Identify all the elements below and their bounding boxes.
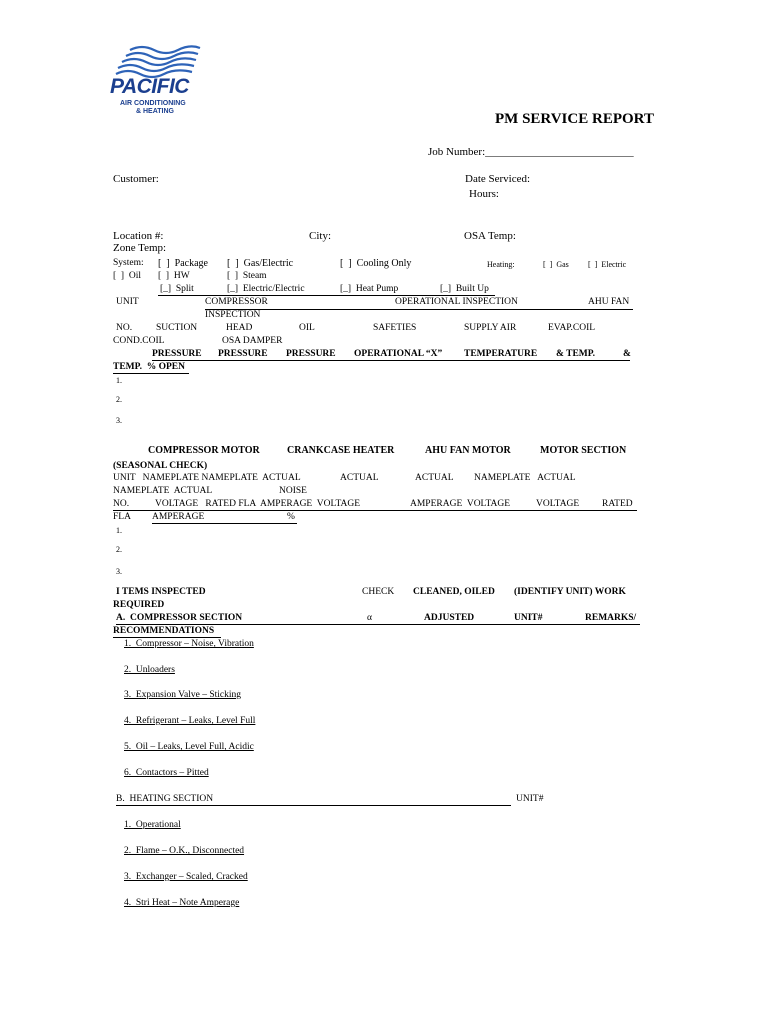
heating-gas-checkbox: [ ] Gas bbox=[543, 260, 569, 269]
op-inspection-header: INSPECTION bbox=[205, 310, 261, 320]
oil-checkbox: [ ] Oil bbox=[113, 271, 141, 281]
motor-line1b: ACTUAL bbox=[340, 473, 379, 483]
report-title: PM SERVICE REPORT bbox=[495, 111, 654, 127]
motor-section-header: MOTOR SECTION bbox=[540, 445, 627, 456]
osa-temp-label: OSA Temp: bbox=[464, 230, 516, 242]
op-head-header: HEAD bbox=[226, 323, 253, 333]
customer-label: Customer: bbox=[113, 173, 159, 185]
heating-label: Heating: bbox=[487, 260, 515, 269]
op-ampersand: & bbox=[623, 349, 631, 359]
heat-pump-checkbox: [_] Heat Pump bbox=[340, 284, 399, 294]
motor-line3-underline bbox=[113, 510, 637, 511]
gas-electric-checkbox: [ ] Gas/Electric bbox=[227, 258, 294, 269]
hours-label: Hours: bbox=[469, 188, 499, 200]
motor-row-1: 1. bbox=[116, 526, 122, 535]
system-underline bbox=[158, 295, 495, 296]
motor-line2a: NAMEPLATE ACTUAL bbox=[113, 486, 213, 496]
motor-line4c: % bbox=[287, 512, 295, 522]
check-header: CHECK bbox=[362, 587, 395, 597]
op-cond-coil-header: COND.COIL bbox=[113, 336, 165, 346]
built-up-checkbox: [_] Built Up bbox=[440, 284, 489, 294]
op-operational-x: OPERATIONAL “X” bbox=[354, 349, 443, 359]
motor-compressor-header: COMPRESSOR MOTOR bbox=[148, 445, 260, 456]
op-ahu-fan-header: AHU FAN bbox=[588, 297, 630, 307]
compressor-item-2: 2. Unloaders bbox=[124, 665, 175, 675]
op-unit-header: UNIT bbox=[116, 297, 139, 307]
compressor-item-3: 3. Expansion Valve – Sticking bbox=[124, 690, 241, 700]
motor-line3c: AMPERAGE VOLTAGE bbox=[410, 499, 511, 509]
system-label: System: bbox=[113, 258, 144, 268]
logo-tagline-2: & HEATING bbox=[136, 108, 174, 115]
required-header: REQUIRED bbox=[113, 600, 165, 610]
remarks-header: REMARKS/ bbox=[585, 613, 637, 623]
heating-item-1: 1. Operational bbox=[124, 820, 181, 830]
zone-temp-label: Zone Temp: bbox=[113, 242, 167, 254]
op-evap-coil-header: EVAP.COIL bbox=[548, 323, 596, 333]
motor-seasonal-check: (SEASONAL CHECK) bbox=[113, 461, 208, 471]
logo-tagline-1: AIR CONDITIONING bbox=[120, 100, 186, 107]
motor-line3b: VOLTAGE RATED FLA AMPERAGE VOLTAGE bbox=[155, 499, 361, 509]
motor-line3a: NO. bbox=[113, 499, 130, 509]
unit-no-b-header: UNIT# bbox=[516, 794, 544, 804]
logo-name: PACIFIC bbox=[110, 75, 189, 98]
check-alpha: α bbox=[367, 613, 372, 623]
adjusted-header: ADJUSTED bbox=[424, 613, 475, 623]
motor-ahu-fan-header: AHU FAN MOTOR bbox=[425, 445, 511, 456]
company-logo bbox=[108, 42, 203, 116]
motor-row-3: 3. bbox=[116, 567, 122, 576]
op-row-1: 1. bbox=[116, 376, 122, 385]
section-a-underline bbox=[116, 624, 640, 625]
compressor-item-1: 1. Compressor – Noise, Vibration bbox=[124, 639, 254, 649]
op-safeties-header: SAFETIES bbox=[373, 323, 417, 333]
op-temperature: TEMPERATURE bbox=[464, 349, 538, 359]
op-row-3: 3. bbox=[116, 416, 122, 425]
heating-electric-checkbox: [ ] Electric bbox=[588, 260, 627, 269]
motor-line1d: NAMEPLATE ACTUAL bbox=[474, 473, 576, 483]
heating-item-3: 3. Exchanger – Scaled, Cracked bbox=[124, 872, 248, 882]
op-oil-header: OIL bbox=[299, 323, 315, 333]
electric-electric-checkbox: [_] Electric/Electric bbox=[227, 284, 305, 294]
heating-item-2: 2. Flame – O.K., Disconnected bbox=[124, 846, 245, 856]
section-b-header: B. HEATING SECTION bbox=[116, 794, 214, 804]
op-pressure-1: PRESSURE bbox=[152, 349, 202, 359]
op-row-2: 2. bbox=[116, 395, 122, 404]
op-operational-inspection-header: OPERATIONAL INSPECTION bbox=[395, 297, 518, 307]
op-pressure-2: PRESSURE bbox=[218, 349, 268, 359]
op-header-underline bbox=[205, 309, 633, 310]
compressor-item-6: 6. Contactors – Pitted bbox=[124, 768, 209, 778]
op-suction-header: SUCTION bbox=[156, 323, 198, 333]
op-no-header: NO. bbox=[116, 323, 133, 333]
motor-line4-underline bbox=[152, 523, 297, 524]
package-checkbox: [ ] Package bbox=[158, 258, 208, 269]
cleaned-oiled-header: CLEANED, OILED bbox=[413, 587, 495, 597]
op-supply-air-header: SUPPLY AIR bbox=[464, 323, 517, 333]
heating-item-4: 4. Stri Heat – Note Amperage bbox=[124, 898, 240, 908]
date-serviced-label: Date Serviced: bbox=[465, 173, 531, 185]
motor-line1a: UNIT NAMEPLATE NAMEPLATE ACTUAL bbox=[113, 473, 301, 483]
cooling-only-checkbox: [ ] Cooling Only bbox=[340, 258, 412, 269]
unit-no-header: UNIT# bbox=[514, 613, 543, 623]
motor-line3d: VOLTAGE bbox=[536, 499, 580, 509]
city-label: City: bbox=[309, 230, 332, 242]
op-temp-open: TEMP. % OPEN bbox=[113, 362, 185, 372]
op-temp-open-underline bbox=[113, 373, 189, 374]
motor-line2b: NOISE bbox=[279, 486, 307, 496]
motor-line3e: RATED bbox=[602, 499, 633, 509]
location-label: Location #: bbox=[113, 230, 164, 242]
motor-crankcase-header: CRANKCASE HEATER bbox=[287, 445, 395, 456]
op-pressure-underline bbox=[152, 360, 630, 361]
motor-row-2: 2. bbox=[116, 545, 122, 554]
motor-line4b: AMPERAGE bbox=[152, 512, 205, 522]
identify-unit-header: (IDENTIFY UNIT) WORK bbox=[514, 587, 626, 597]
recommendations-header: RECOMMENDATIONS bbox=[113, 626, 215, 636]
items-inspected-header: I TEMS INSPECTED bbox=[116, 587, 206, 597]
motor-line1c: ACTUAL bbox=[415, 473, 454, 483]
op-compressor-header: COMPRESSOR bbox=[205, 297, 268, 307]
split-checkbox: [_] Split bbox=[160, 284, 194, 294]
op-and-temp: & TEMP. bbox=[556, 349, 596, 359]
section-a-header: A. COMPRESSOR SECTION bbox=[116, 613, 243, 623]
compressor-item-4: 4. Refrigerant – Leaks, Level Full bbox=[124, 716, 256, 726]
op-pressure-3: PRESSURE bbox=[286, 349, 336, 359]
motor-line4a: FLA bbox=[113, 512, 131, 522]
compressor-item-5: 5. Oil – Leaks, Level Full, Acidic bbox=[124, 742, 254, 752]
op-osa-damper-header: OSA DAMPER bbox=[222, 336, 283, 346]
job-number-field: Job Number:___________________________ bbox=[428, 146, 634, 158]
recommendations-underline bbox=[113, 637, 221, 638]
steam-checkbox: [ ] Steam bbox=[227, 271, 267, 281]
section-b-underline bbox=[116, 805, 511, 806]
hw-checkbox: [ ] HW bbox=[158, 271, 190, 281]
